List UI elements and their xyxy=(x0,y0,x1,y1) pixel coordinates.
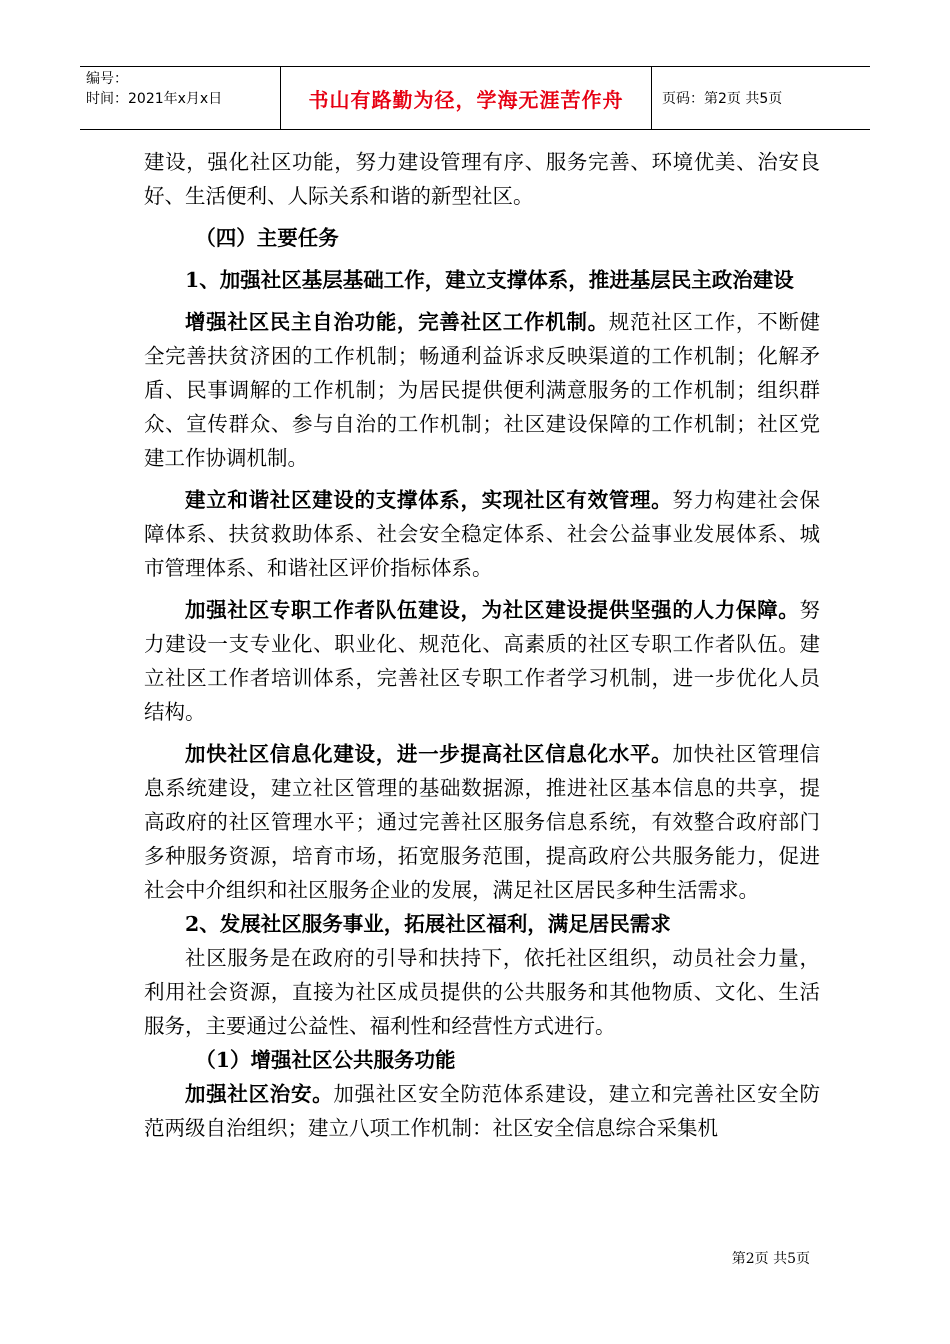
paragraph-community-service: 社区服务是在政府的引导和扶持下，依托社区组织，动员社会力量，利用社会资源，直接为社区成员提供的公共服务和其他物质、文化、生活服务，主要通过公益性、福利性和经营性方式进行。 xyxy=(144,946,820,1038)
lead-sentence: 建立和谐社区建设的支撑体系，实现社区有效管理。 xyxy=(185,488,673,512)
page-header xyxy=(80,66,870,130)
document-body xyxy=(144,145,820,1145)
lead-sentence: 加快社区信息化建设，进一步提高社区信息化水平。 xyxy=(185,742,673,766)
paragraph-public-security xyxy=(144,1077,820,1145)
paragraph-support-system xyxy=(144,483,820,585)
subsection-heading-1: 1、加强社区基层基础工作，建立支撑体系，推进基层民主政治建设 xyxy=(185,268,794,292)
lead-sentence: 加强社区治安。 xyxy=(185,1082,334,1106)
time-label: 时间：2021年x月x日 xyxy=(86,91,223,107)
paragraph-text: 规范社区工作，不断健全完善扶贫济困的工作机制；畅通利益诉求反映渠道的工作机制；化解矛盾、民事调解的工作机制；为居民提供便利满意服务的工作机制；组织群众、宣传群众、参与自治的工作机制；社区建设保障的工作机制；社区党建工作协调机制。 xyxy=(144,310,821,470)
paragraph-workforce xyxy=(144,593,820,729)
paragraph-text: 加强社区安全防范体系建设，建立和完善社区安全防范两级自治组织；建立八项工作机制：社区安全信息综合采集机 xyxy=(144,1082,820,1140)
header-motto: 书山有路勤为径，学海无涯苦作舟 xyxy=(280,67,652,129)
header-meta xyxy=(80,67,280,129)
paragraph-democracy xyxy=(144,305,820,475)
paragraph-text: 加快社区管理信息系统建设，建立社区管理的基础数据源，推进社区基本信息的共享，提高政府的社区管理水平；通过完善社区服务信息系统，有效整合政府部门多种服务资源，培育市场，拓宽服务范围，提高政府公共服务能力，促进社会中介组织和社区服务企业的发展，满足社区居民多种生活需求。 xyxy=(144,742,821,902)
page-footer: 第2页 共5页 xyxy=(731,1251,810,1267)
paragraph-text: 努力构建社会保障体系、扶贫救助体系、社会安全稳定体系、社会公益事业发展体系、城市管理体系、和谐社区评价指标体系。 xyxy=(144,488,821,580)
paragraph-continued: 建设，强化社区功能，努力建设管理有序、服务完善、环境优美、治安良好、生活便利、人际关系和谐的新型社区。 xyxy=(144,150,820,208)
paragraph-informatization xyxy=(144,737,820,907)
subsection-heading-2: 2、发展社区服务事业，拓展社区福利，满足居民需求 xyxy=(185,912,671,936)
section-heading: （四）主要任务 xyxy=(195,226,339,250)
subsection-heading-3: （1）增强社区公共服务功能 xyxy=(195,1048,456,1072)
serial-label: 编号： xyxy=(86,71,128,87)
lead-sentence: 增强社区民主自治功能，完善社区工作机制。 xyxy=(185,310,609,334)
paragraph-text: 努力建设一支专业化、职业化、规范化、高素质的社区专职工作者队伍。建立社区工作者培训体系，完善社区专职工作者学习机制，进一步优化人员结构。 xyxy=(144,598,820,724)
header-page-label: 页码：第2页 共5页 xyxy=(662,91,783,107)
lead-sentence: 加强社区专职工作者队伍建设，为社区建设提供坚强的人力保障。 xyxy=(185,598,800,622)
